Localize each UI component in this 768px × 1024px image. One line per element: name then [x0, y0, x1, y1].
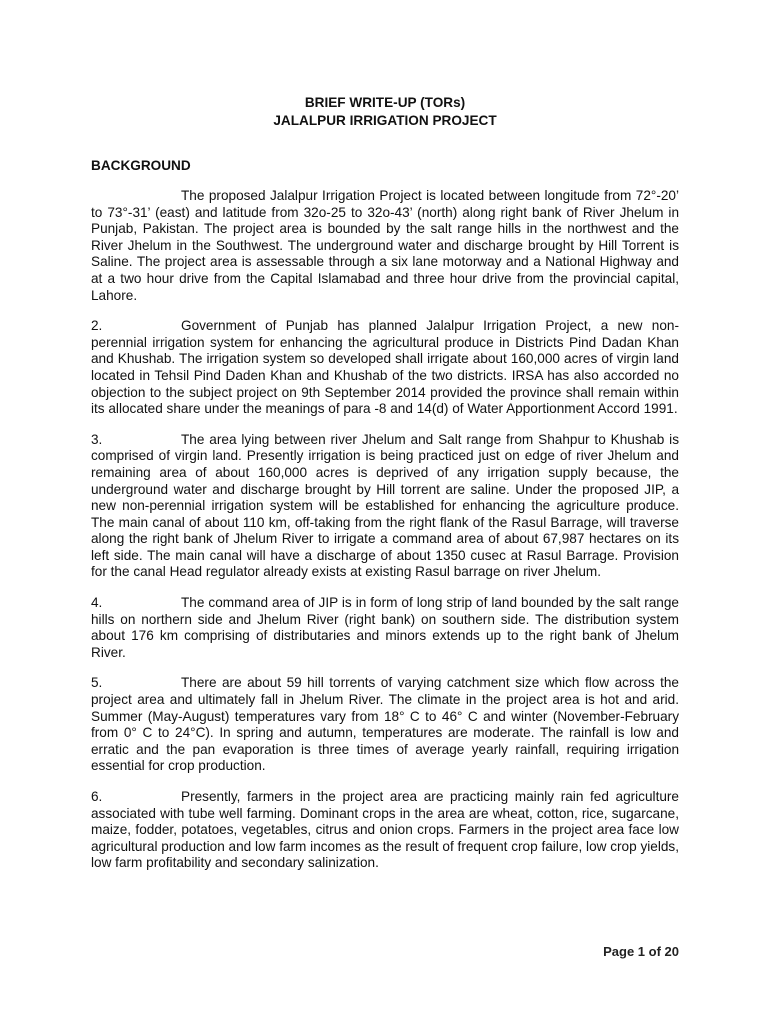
paragraph-text: The proposed Jalalpur Irrigation Project is located between longitude from 72°-20’ to 73°-31’ (east) and latitude from 32o-25 to 32o-43’ (north) along right bank of River Jhelum in Punjab, Pakistan. The project area is bounded by the salt range hills in the northwest and the River Jhelum in the Southwest. The underground water and discharge brought by Hill Torrent is Saline. The project area is assessable through a six lane motorway and a National Highway and at a two hour drive from the Capital Islamabad and three hour drive from the provincial capital, Lahore. — [91, 188, 679, 303]
paragraph-number: 2. — [91, 318, 103, 334]
paragraph-4 — [91, 595, 679, 661]
paragraph-3 — [91, 432, 679, 581]
paragraph-text: The command area of JIP is in form of long strip of land bounded by the salt range hills on northern side and Jhelum River (right bank) on southern side. The distribution system about 176 km comprising of distributaries and minors extends up to the right bank of Jhelum River. — [91, 595, 679, 660]
page-number-footer: Page 1 of 20 — [603, 944, 679, 959]
paragraph-number: 3. — [91, 431, 103, 447]
paragraph-number: 5. — [91, 675, 103, 691]
paragraph-number: 4. — [91, 595, 103, 611]
document-title-line-1: BRIEF WRITE-UP (TORs) — [304, 95, 466, 110]
paragraph-2 — [91, 318, 679, 418]
paragraph-1 — [91, 188, 679, 304]
document-title-line-2: JALALPUR IRRIGATION PROJECT — [273, 113, 497, 128]
paragraph-text: The area lying between river Jhelum and Salt range from Shahpur to Khushab is comprised of virgin land. Presently irrigation is being practiced just on edge of river Jhelum and remaining area of about 160,000 acres is deprived of any irrigation supply because, the underground water and discharge brought by Hill torrent are saline. Under the proposed JIP, a new non-perennial irrigation system will be established for enhancing the agriculture produce. The main canal of about 110 km, off-taking from the right flank of the Rasul Barrage, will traverse along the right bank of Jhelum River to irrigate a command area of about 67,987 hectares on its left side. The main canal will have a discharge of about 1350 cusec at Rasul Barrage. Provision for the canal Head regulator already exists at existing Rasul barrage on river Jhelum. — [91, 431, 679, 580]
section-heading: BACKGROUND — [91, 158, 191, 173]
paragraph-5 — [91, 675, 679, 775]
paragraph-text: There are about 59 hill torrents of varying catchment size which flow across the project area and ultimately fall in Jhelum River. The climate in the project area is hot and arid. Summer (May-August) temperatures vary from 18° C to 46° C and winter (November-February from 0° C to 24°C). In spring and autumn, temperatures are moderate. The rainfall is low and erratic and the pan evaporation is three times of average yearly rainfall, requiring irrigation essential for crop production. — [91, 675, 679, 774]
paragraph-text: Government of Punjab has planned Jalalpur Irrigation Project, a new non-perennial irrigation system for enhancing the agricultural produce in Districts Pind Dadan Khan and Khushab. The irrigation system so developed shall irrigate about 160,000 acres of virgin land located in Tehsil Pind Daden Khan and Khushab of the two districts. IRSA has also accorded no objection to the subject project on 9th September 2014 provided the province shall remain within its allocated share under the meanings of para -8 and 14(d) of Water Apportionment Accord 1991. — [91, 318, 679, 417]
paragraph-6 — [91, 789, 679, 872]
paragraph-text: Presently, farmers in the project area are practicing mainly rain fed agriculture associated with tube well farming. Dominant crops in the area are wheat, cotton, rice, sugarcane, maize, fodder, potatoes, vegetables, citrus and onion crops. Farmers in the project area face low agricultural production and low farm incomes as the result of frequent crop failure, low crop yields, low farm profitability and secondary salinization. — [91, 789, 679, 871]
paragraph-number: 6. — [91, 789, 103, 804]
